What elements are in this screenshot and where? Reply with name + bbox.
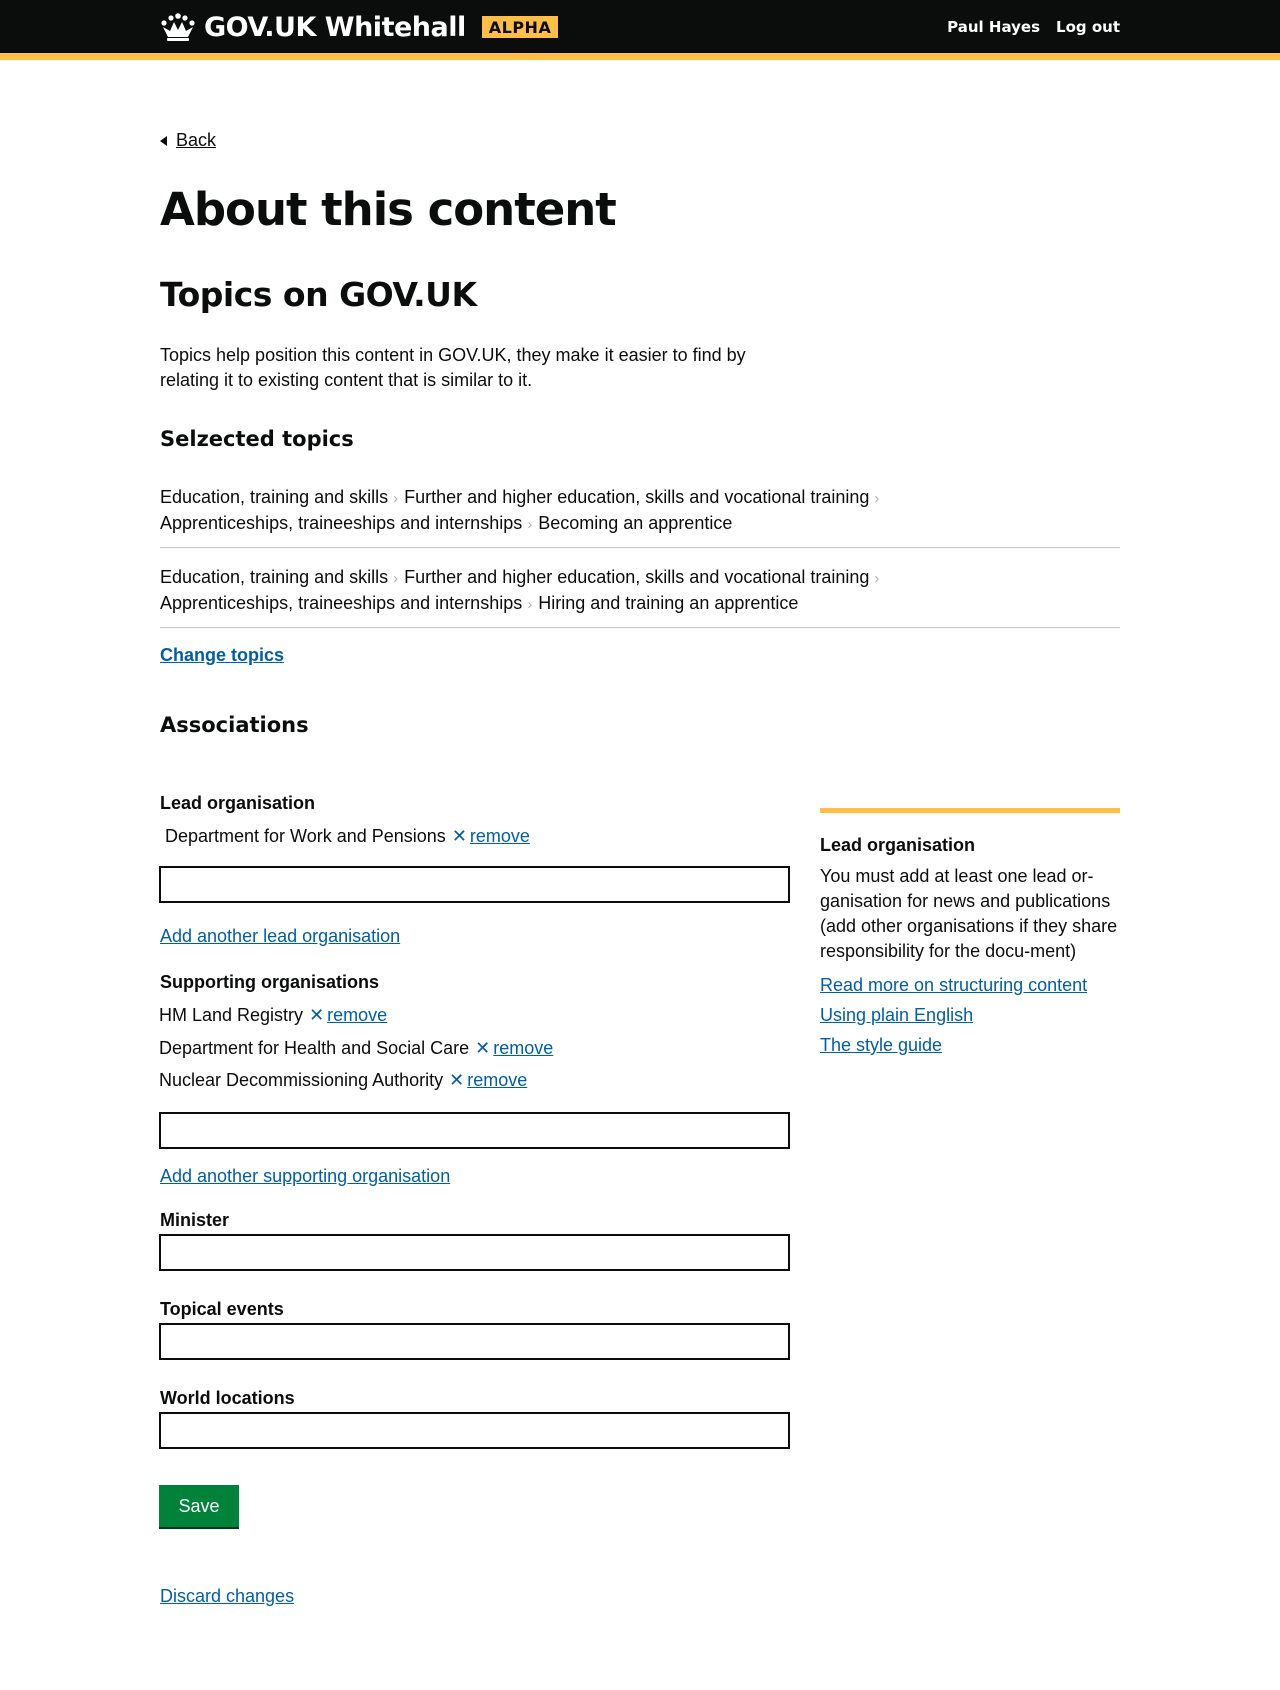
structuring-content-link[interactable]: Read more on structuring content [820,975,1088,995]
close-icon[interactable]: ✕ [449,1070,465,1090]
supporting-organisation-input[interactable] [159,1112,790,1149]
supporting-organisation-item [159,1070,527,1091]
remove-link[interactable]: remove [467,1070,528,1090]
remove-link[interactable]: remove [493,1038,554,1058]
add-supporting-organisation-link[interactable]: Add another supporting organisation [160,1166,451,1186]
sidebar-title: Lead organisation [820,835,976,855]
associations-heading: Associations [160,713,309,737]
chevron-right-icon: › [393,490,399,507]
topic-crumb: Education, training and skills [160,487,389,507]
crown-icon [160,13,196,41]
page-title: About this content [160,183,616,236]
selected-topic-row [160,485,1120,548]
remove-link[interactable]: remove [327,1005,388,1025]
supporting-organisation-name: Department for Health and Social Care [159,1038,470,1058]
close-icon[interactable]: ✕ [309,1005,325,1025]
back-link-container[interactable] [160,130,216,151]
topics-intro: Topics help position this content in GOV.UK, they make it easier to find by relating it to existing content that is similar to it. [160,345,746,390]
minister-input[interactable] [159,1234,790,1271]
brand[interactable] [160,10,558,44]
supporting-organisation-item [159,1038,553,1059]
close-icon[interactable]: ✕ [475,1038,491,1058]
save-button[interactable]: Save [159,1485,239,1527]
user-name-link[interactable]: Paul Hayes [947,18,1041,36]
logout-link[interactable]: Log out [1056,18,1120,36]
supporting-organisation-name: Nuclear Decommissioning Authority [159,1070,444,1090]
back-link[interactable]: Back [176,130,217,150]
add-lead-organisation-link[interactable]: Add another lead organisation [160,926,401,946]
topic-crumb: Becoming an apprentice [538,513,733,533]
header-nav [947,18,1120,36]
world-locations-label: World locations [160,1388,295,1408]
supporting-organisation-name: HM Land Registry [159,1005,304,1025]
selected-topics-heading: Selzected topics [160,427,354,451]
sidebar-body: You must add at least one lead or-ganisation for news and publications (add other organisations if they share responsibility for the docu-ment) [820,866,1118,961]
chevron-right-icon: › [527,596,533,613]
topical-events-input[interactable] [159,1323,790,1360]
topical-events-label: Topical events [160,1299,284,1319]
chevron-right-icon: › [527,516,533,533]
lead-organisation-input[interactable] [159,866,790,903]
selected-topic-row [160,565,1120,628]
topic-crumb: Apprenticeships, traineeships and internships [160,593,523,613]
supporting-organisations-label: Supporting organisations [160,972,379,992]
topic-crumb: Further and higher education, skills and vocational training [404,487,870,507]
chevron-right-icon: › [874,490,880,507]
topic-crumb: Hiring and training an apprentice [538,593,799,613]
topic-crumb: Further and higher education, skills and vocational training [404,567,870,587]
discard-changes-link[interactable]: Discard changes [160,1586,295,1606]
lead-organisation-label: Lead organisation [160,793,316,813]
close-icon[interactable]: ✕ [451,826,467,846]
topics-heading: Topics on GOV.UK [160,275,477,314]
supporting-organisation-item [159,1005,387,1026]
chevron-right-icon: › [393,570,399,587]
chevron-right-icon: › [874,570,880,587]
lead-organisation-name: Department for Work and Pensions [165,826,446,846]
header-stripe [0,53,1280,60]
plain-english-link[interactable]: Using plain English [820,1005,974,1025]
sidebar-links [820,970,1120,1060]
remove-link[interactable]: remove [469,826,530,846]
lead-organisation-item [165,826,530,847]
back-arrow-icon [160,136,167,146]
style-guide-link[interactable]: The style guide [820,1035,943,1055]
world-locations-input[interactable] [159,1412,790,1449]
help-sidebar [820,808,1120,1060]
change-topics-link[interactable]: Change topics [160,645,285,665]
topic-crumb: Education, training and skills [160,567,389,587]
minister-label: Minister [160,1210,230,1230]
phase-tag: ALPHA [482,16,559,38]
site-header [0,0,1280,53]
brand-name: GOV.UK Whitehall [204,11,466,43]
topic-crumb: Apprenticeships, traineeships and internships [160,513,523,533]
